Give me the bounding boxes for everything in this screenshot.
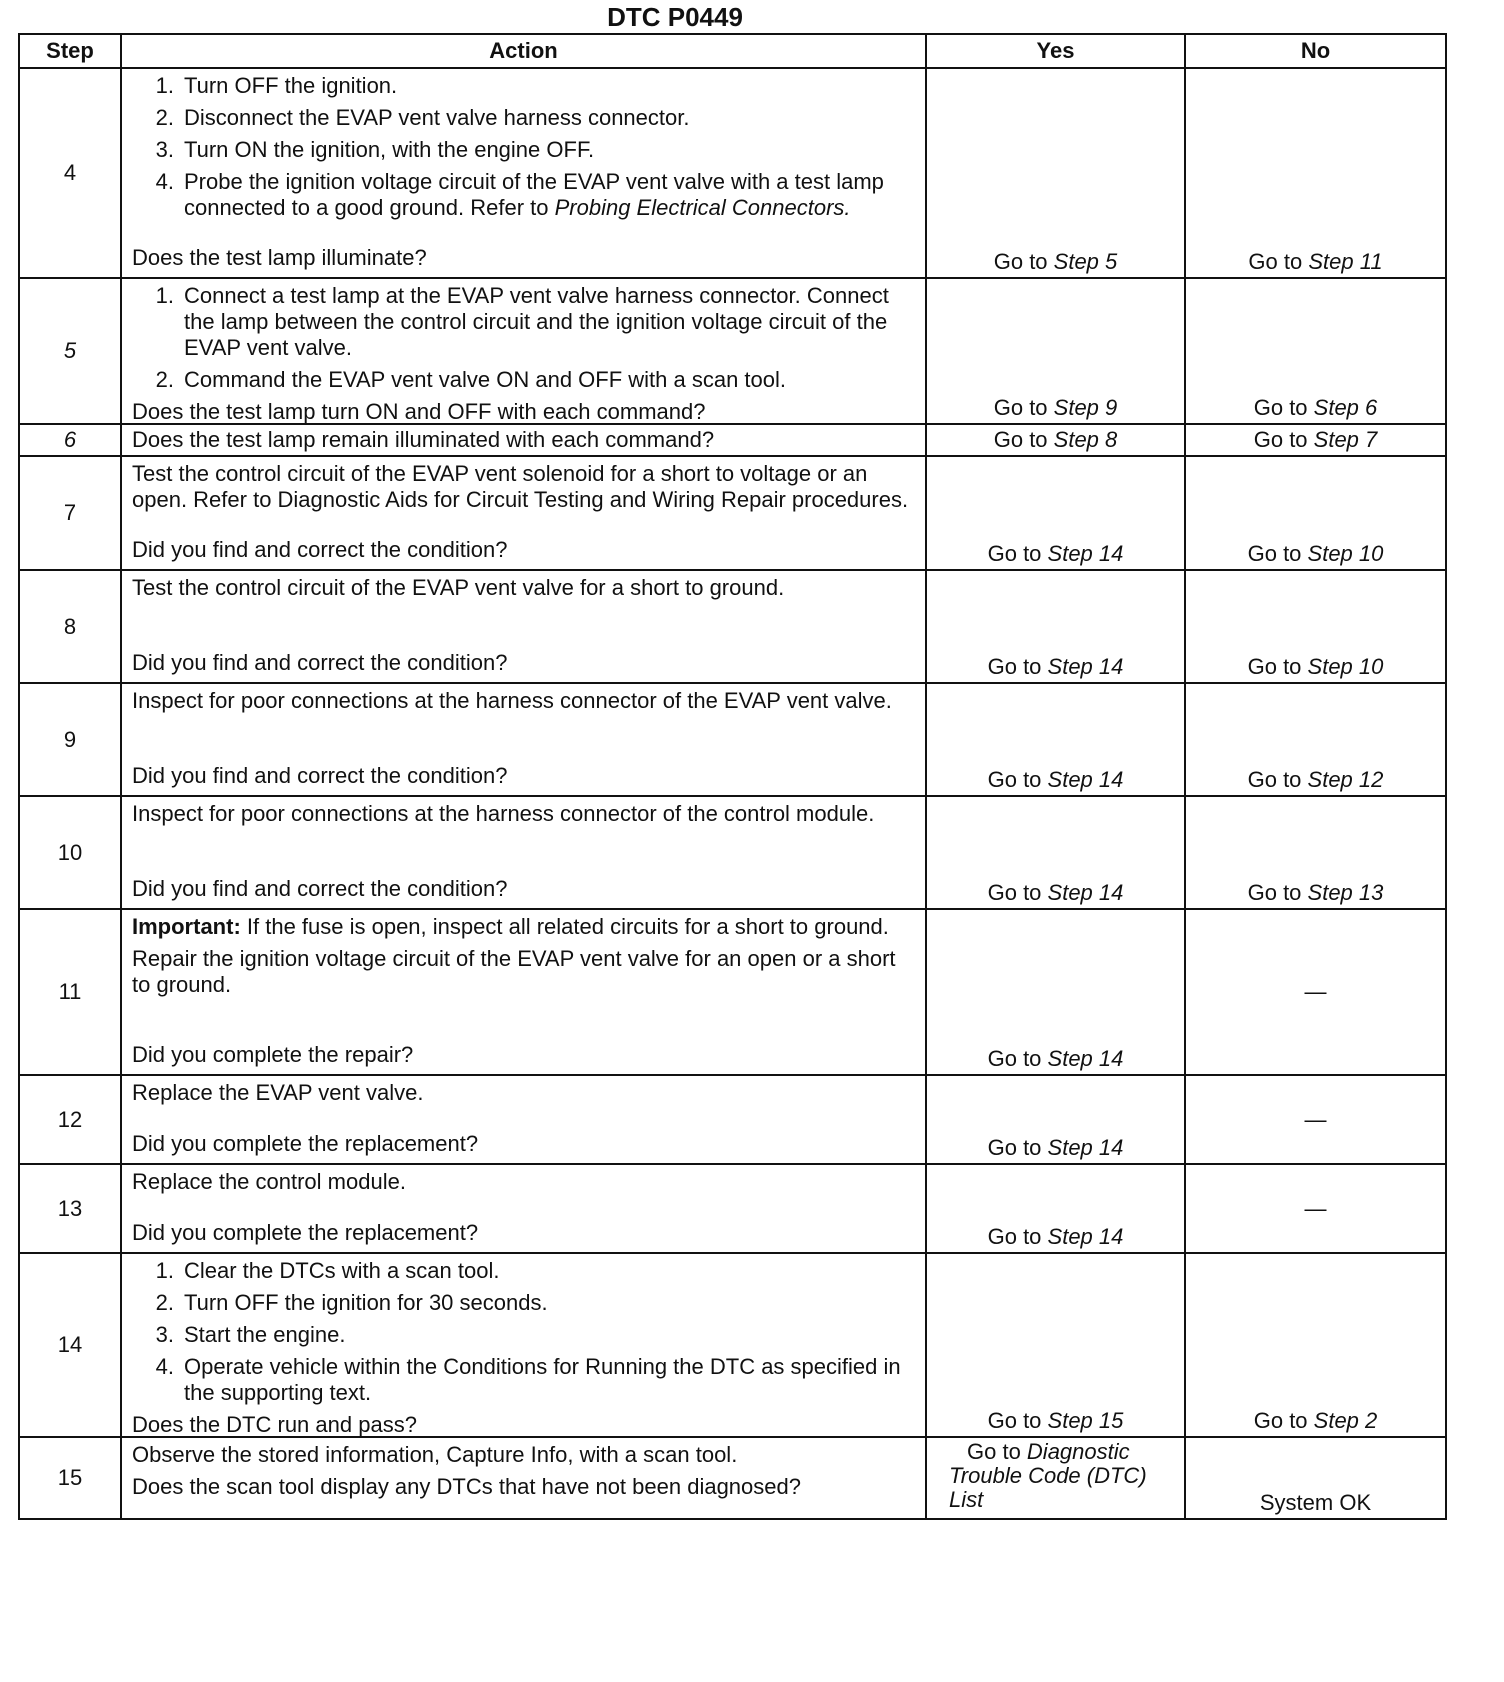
step-cell	[19, 278, 121, 424]
question-text: Does the test lamp remain illuminated with each command?	[132, 427, 715, 452]
step-number: 10	[57, 839, 83, 865]
action-text: Replace the EVAP vent valve.	[132, 1080, 424, 1105]
action-cell	[121, 909, 926, 1075]
table-row	[19, 68, 1446, 278]
no-step-ref: Step 12	[1307, 767, 1384, 792]
step-number: 9	[63, 726, 77, 752]
list-item: 2. Command the EVAP vent valve ON and OFF with a scan tool.	[155, 367, 787, 392]
action-text: Test the control circuit of the EVAP vent valve for a short to ground.	[132, 575, 785, 600]
step-cell	[19, 1437, 121, 1519]
no-step-ref: Step 6	[1313, 395, 1378, 420]
question-text: Did you find and correct the condition?	[132, 537, 508, 562]
step-cell	[19, 456, 121, 570]
diagnostic-table	[18, 33, 1447, 1520]
step-cell	[19, 909, 121, 1075]
yes-cell: Go to Step 14	[926, 796, 1185, 909]
document-title: DTC P0449	[607, 2, 743, 32]
table-row	[19, 1253, 1446, 1437]
question-text: Did you find and correct the condition?	[132, 650, 508, 675]
step-cell	[19, 1075, 121, 1164]
step-number: 8	[63, 613, 77, 639]
yes-step-ref: Step 14	[1047, 654, 1124, 679]
no-cell: Go to Step 10	[1185, 456, 1446, 570]
yes-cell	[926, 1437, 1185, 1519]
no-step-ref: Step 10	[1307, 654, 1384, 679]
yes-cell: Go to Step 14	[926, 570, 1185, 683]
no-dash: —	[1304, 1195, 1327, 1221]
yes-step-ref: Step 9	[1053, 395, 1118, 420]
yes-step-ref: Step 14	[1047, 1046, 1124, 1071]
table-row	[19, 456, 1446, 570]
action-list	[132, 1258, 915, 1412]
action-text: Inspect for poor connections at the harness connector of the EVAP vent valve.	[132, 688, 892, 713]
yes-step-ref: Step 14	[1047, 541, 1124, 566]
table-header-row	[19, 34, 1446, 68]
list-item: 3. Start the engine.	[155, 1322, 346, 1347]
no-cell	[1185, 1164, 1446, 1253]
action-text: Replace the control module.	[132, 1169, 406, 1194]
table-row	[19, 683, 1446, 796]
step-number: 4	[63, 160, 77, 185]
action-cell	[121, 424, 926, 456]
no-step-ref: Step 7	[1313, 427, 1378, 452]
header-no: No	[1185, 34, 1446, 68]
system-ok-text: System OK	[1259, 1490, 1372, 1515]
question-text: Does the scan tool display any DTCs that have not been diagnosed?	[132, 1474, 801, 1499]
step-number: 13	[57, 1195, 83, 1221]
question-text: Did you find and correct the condition?	[132, 876, 508, 901]
no-cell: Go to Step 11	[1185, 68, 1446, 278]
question-text: Does the test lamp turn ON and OFF with each command?	[132, 399, 706, 424]
action-text: Repair the ignition voltage circuit of the EVAP vent valve for an open or a short to ground.	[132, 946, 896, 997]
action-cell	[121, 456, 926, 570]
important-label: Important:	[132, 914, 241, 939]
step-number: 5	[63, 338, 77, 363]
yes-cell: Go to Step 14	[926, 456, 1185, 570]
table-row	[19, 909, 1446, 1075]
table-row	[19, 1075, 1446, 1164]
action-cell	[121, 1164, 926, 1253]
table-row	[19, 424, 1446, 456]
step-cell	[19, 1253, 121, 1437]
action-text: Test the control circuit of the EVAP vent solenoid for a short to voltage or an open. Refer to Diagnostic Aids for Circuit Testing and Wiring Repair procedures.	[132, 461, 909, 512]
step-number: 6	[63, 427, 77, 452]
yes-multi-ref: Go to Diagnostic Trouble Code (DTC) List	[949, 1439, 1147, 1512]
action-cell	[121, 1075, 926, 1164]
no-cell: Go to Step 13	[1185, 796, 1446, 909]
action-cell	[121, 683, 926, 796]
list-item: 1. Connect a test lamp at the EVAP vent valve harness connector. Connect the lamp between the control circuit and the ignition voltage circuit of the EVAP vent valve.	[155, 283, 889, 360]
yes-cell: Go to Step 14	[926, 683, 1185, 796]
step-number: 7	[63, 500, 77, 525]
action-list	[132, 73, 915, 227]
step-number: 14	[57, 1332, 83, 1357]
yes-cell: Go to Step 15	[926, 1253, 1185, 1437]
step-cell	[19, 683, 121, 796]
no-dash: —	[1304, 1106, 1327, 1132]
action-cell	[121, 68, 926, 278]
no-cell: Go to Step 10	[1185, 570, 1446, 683]
no-cell: Go to Step 2	[1185, 1253, 1446, 1437]
yes-step-ref: Step 8	[1053, 427, 1118, 452]
header-step: Step	[19, 34, 121, 68]
no-step-ref: Step 13	[1307, 880, 1384, 905]
step-cell	[19, 570, 121, 683]
no-cell	[1185, 909, 1446, 1075]
yes-step-ref: Step 5	[1053, 249, 1118, 274]
table-row	[19, 1164, 1446, 1253]
step-number: 11	[58, 979, 82, 1004]
list-item: 2. Turn OFF the ignition for 30 seconds.	[155, 1290, 548, 1315]
action-cell	[121, 796, 926, 909]
step-number: 15	[57, 1465, 83, 1490]
yes-step-ref: Step 14	[1047, 1135, 1124, 1160]
step-cell	[19, 796, 121, 909]
list-item: 1. Clear the DTCs with a scan tool.	[155, 1258, 500, 1283]
list-item: 4. Operate vehicle within the Conditions for Running the DTC as specified in the supporting text.	[155, 1354, 901, 1405]
list-item: 1. Turn OFF the ignition.	[155, 73, 398, 98]
yes-step-ref: Step 14	[1047, 767, 1124, 792]
yes-cell: Go to Step 14	[926, 1164, 1185, 1253]
step-number: 12	[57, 1106, 83, 1132]
step-cell	[19, 68, 121, 278]
question-text: Does the DTC run and pass?	[132, 1412, 417, 1437]
action-cell	[121, 570, 926, 683]
header-action: Action	[121, 34, 926, 68]
no-cell: Go to Step 12	[1185, 683, 1446, 796]
yes-cell: Go to Step 5	[926, 68, 1185, 278]
important-note: Important: If the fuse is open, inspect all related circuits for a short to ground.	[132, 914, 889, 939]
action-text: Observe the stored information, Capture Info, with a scan tool.	[132, 1442, 738, 1467]
no-step-ref: Step 2	[1313, 1408, 1378, 1433]
yes-cell: Go to Step 9	[926, 278, 1185, 424]
action-text: Inspect for poor connections at the harness connector of the control module.	[132, 801, 875, 826]
yes-step-ref: Step 14	[1047, 880, 1124, 905]
no-step-ref: Step 10	[1307, 541, 1384, 566]
yes-cell: Go to Step 8	[926, 424, 1185, 456]
question-text: Does the test lamp illuminate?	[132, 245, 427, 270]
table-row	[19, 796, 1446, 909]
action-cell	[121, 278, 926, 424]
yes-cell: Go to Step 14	[926, 1075, 1185, 1164]
table-row	[19, 278, 1446, 424]
action-cell	[121, 1253, 926, 1437]
yes-step-ref: Step 15	[1047, 1408, 1124, 1433]
action-list	[132, 283, 915, 399]
no-step-ref: Step 11	[1308, 249, 1383, 274]
yes-cell: Go to Step 14	[926, 909, 1185, 1075]
question-text: Did you complete the repair?	[132, 1042, 414, 1067]
table-row	[19, 570, 1446, 683]
header-yes: Yes	[926, 34, 1185, 68]
reference-link: Probing Electrical Connectors	[554, 195, 845, 220]
list-item: 4. Probe the ignition voltage circuit of the EVAP vent valve with a test lamp connected to a good ground. Refer to Probing Electrical Connectors.	[155, 169, 884, 220]
question-text: Did you find and correct the condition?	[132, 763, 508, 788]
question-text: Did you complete the replacement?	[132, 1220, 479, 1245]
table-row	[19, 1437, 1446, 1519]
list-item: 3. Turn ON the ignition, with the engine OFF.	[155, 137, 595, 162]
no-cell	[1185, 1437, 1446, 1519]
yes-step-ref: Step 14	[1047, 1224, 1124, 1249]
step-cell	[19, 1164, 121, 1253]
action-cell	[121, 1437, 926, 1519]
no-cell: Go to Step 7	[1185, 424, 1446, 456]
no-dash: —	[1304, 979, 1327, 1004]
step-cell	[19, 424, 121, 456]
list-item: 2. Disconnect the EVAP vent valve harness connector.	[155, 105, 690, 130]
question-text: Did you complete the replacement?	[132, 1131, 479, 1156]
no-cell	[1185, 1075, 1446, 1164]
no-cell: Go to Step 6	[1185, 278, 1446, 424]
